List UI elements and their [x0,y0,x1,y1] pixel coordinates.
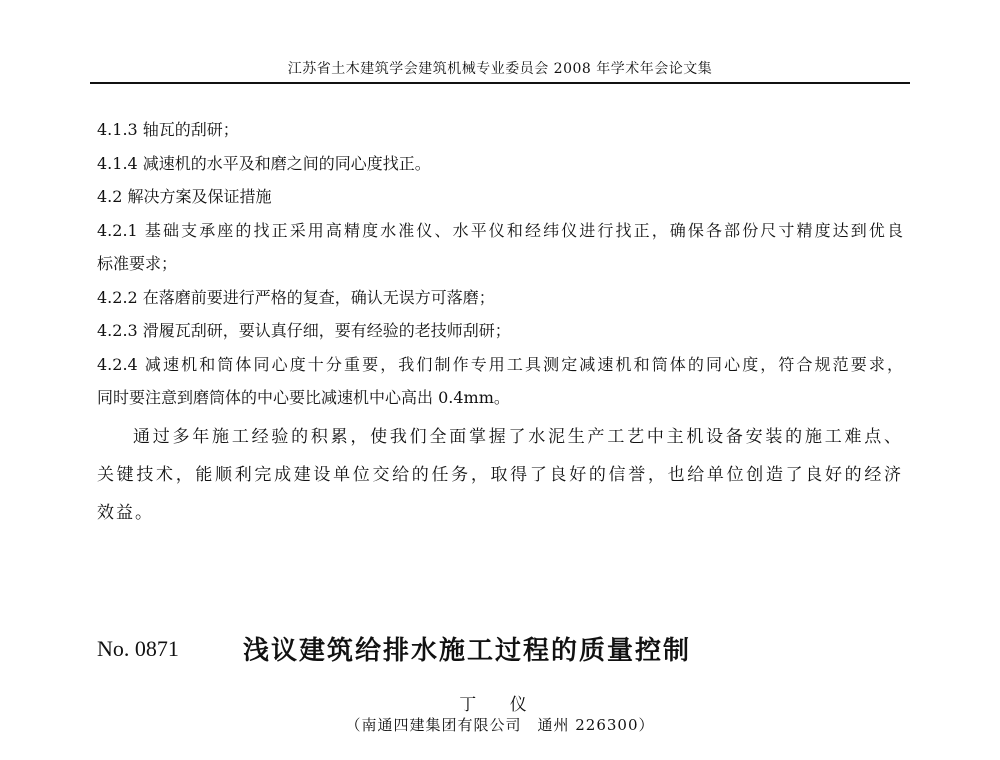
conclusion-line: 关键技术，能顺利完成建设单位交给的任务，取得了良好的信誉，也给单位创造了良好的经济 [97,464,903,485]
section-4-1-4: 4.1.4 减速机的水平及和磨之间的同心度找正。 [97,153,431,173]
section-4-2-4-cont: 同时要注意到磨筒体的中心要比减速机中心高出 0.4mm。 [97,388,510,407]
section-4-2-heading: 4.2 解决方案及保证措施 [97,187,272,206]
header-divider [90,82,910,84]
running-header: 江苏省土木建筑学会建筑机械专业委员会 2008 年学术年会论文集 [287,61,713,77]
article-heading [97,630,903,670]
article-title: 浅议建筑给排水施工过程的质量控制 [243,636,692,666]
author-name: 丁 仪 [459,695,541,715]
section-4-2-2: 4.2.2 在落磨前要进行严格的复查，确认无误方可落磨； [97,287,495,307]
article-number: No. 0871 [97,636,179,661]
conclusion-paragraph [97,418,903,532]
author-affiliation: （南通四建集团有限公司 通州 226300） [345,716,655,734]
section-4-1-3: 4.1.3 轴瓦的刮研； [97,120,239,139]
section-4-2-3: 4.2.3 滑履瓦刮研，要认真仔细，要有经验的老技师刮研； [97,321,511,340]
body-text [97,116,903,532]
section-4-2-4: 4.2.4 减速机和筒体同心度十分重要，我们制作专用工具测定减速机和筒体的同心度，符合规范要求， [97,354,903,374]
section-4-2-1: 4.2.1 基础支承座的找正采用高精度水准仪、水平仪和经纬仪进行找正，确保各部份尺寸精度达到优良 [97,220,903,240]
conclusion-line: 效益。 [97,502,154,523]
section-4-2-1-cont: 标准要求； [97,254,178,273]
conclusion-line: 通过多年施工经验的积累，使我们全面掌握了水泥生产工艺中主机设备安装的施工难点、 [133,426,903,447]
